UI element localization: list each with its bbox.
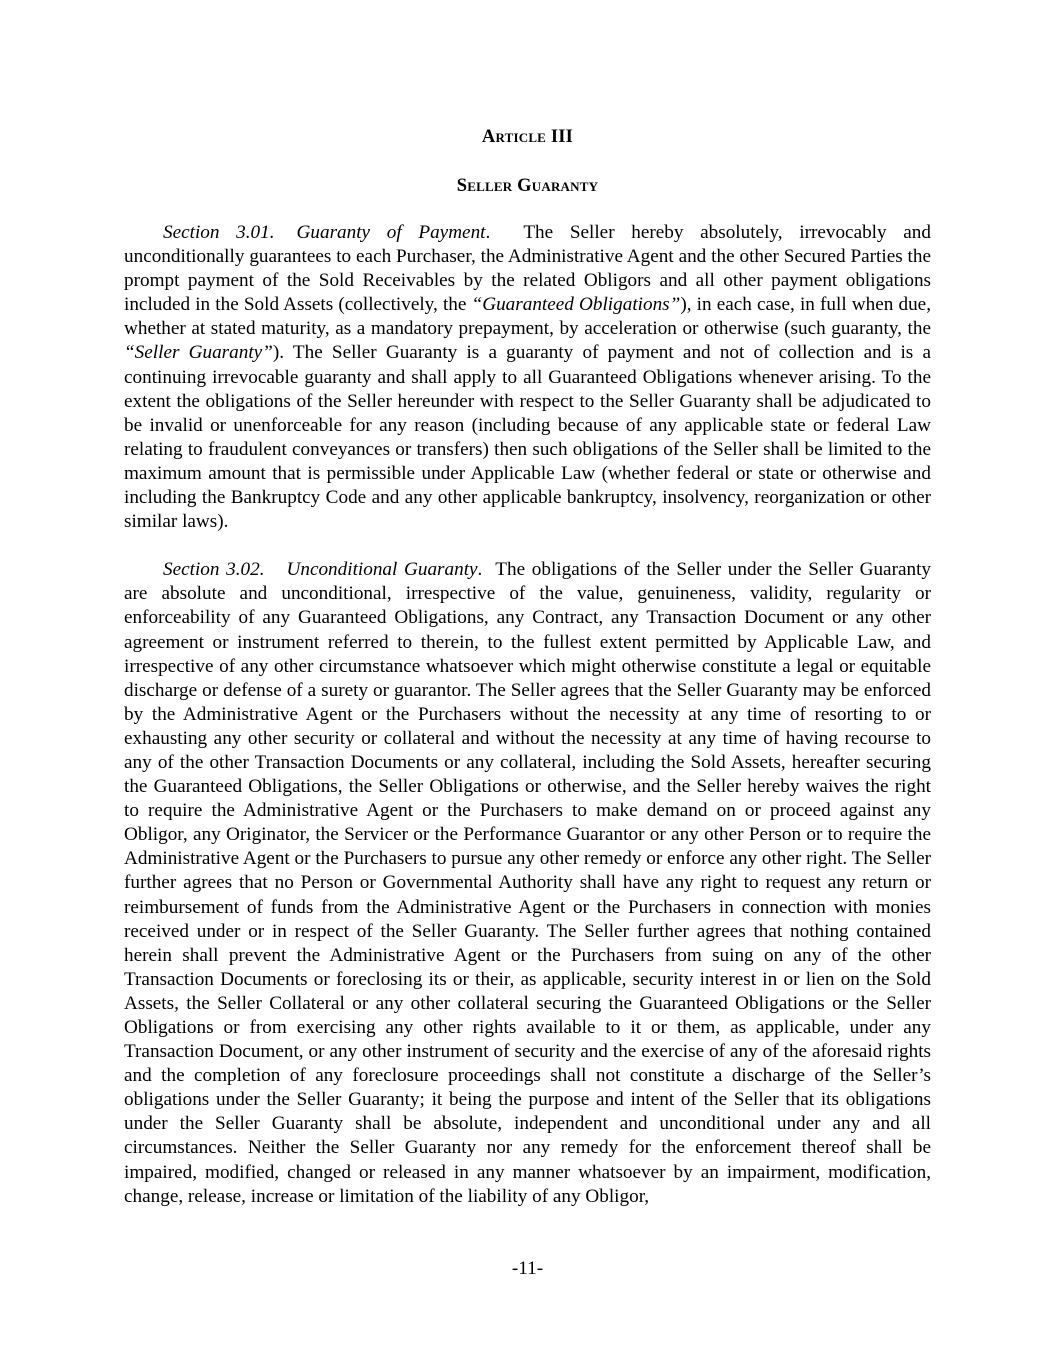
article-heading: Article III [481, 127, 574, 147]
section-heading-period: . [485, 222, 491, 243]
document-body [124, 221, 931, 1233]
section-number: Section 3.02. [163, 559, 265, 581]
section-heading-period: . [477, 559, 483, 581]
section-text: ), in each case, in full when due, whether at stated maturity, as a mandatory prepayment, by acceleration or otherwise (such guaranty, the [124, 294, 931, 340]
section-heading: Guaranty of Payment [296, 222, 486, 243]
section-text: ). The Seller Guaranty is a guaranty of payment and not of collection and is a continuing irrevocable guaranty and shall apply to all Guaranteed Obligations whenever arising. To the extent the obligations of the Seller hereunder with respect to the Seller Guaranty shall be adjudicated to be invalid or unenforceable for any reason (including because of any applicable state or federal Law relating to fraudulent conveyances or transfers) then such obligations of the Seller shall be limited to the maximum amount that is permissible under Applicable Law (whether federal or state or otherwise and including the Bankruptcy Code and any other applicable bankruptcy, insolvency, reorganization or other similar laws). [124, 342, 931, 533]
page-number: -11- [511, 1258, 544, 1279]
section-text: The obligations of the Seller under the Seller Guaranty are absolute and unconditional, irrespective of the value, genuineness, validity, regularity or enforceability of any Guaranteed Obligations, any Contract, any Transaction Document or any other agreement or instrument referred to therein, to the fullest extent permitted by Applicable Law, and irrespective of any other circumstance whatsoever which might otherwise constitute a legal or equitable discharge or defense of a surety or guarantor. The Seller agrees that the Seller Guaranty may be enforced by the Administrative Agent or the Purchasers without the necessity at any time of resorting to or exhausting any other security or collateral and without the necessity at any time of having recourse to any of the other Transaction Documents or any collateral, including the Sold Assets, hereafter securing the Guaranteed Obligations, the Seller Obligations or otherwise, and the Seller hereby waives the right to require the Administrative Agent or the Purchasers to make demand on or proceed against any Obligor, any Originator, the Servicer or the Performance Guarantor or any other Person or to require the Administrative Agent or the Purchasers to pursue any other remedy or enforce any other right. The Seller further agrees that no Person or Governmental Authority shall have any right to request any return or reimbursement of funds from the Administrative Agent or the Purchasers in connection with monies received under or in respect of the Seller Guaranty. The Seller further agrees that nothing contained herein shall prevent the Administrative Agent or the Purchasers from suing on any of the other Transaction Documents or foreclosing its or their, as applicable, security interest in or lien on the Sold Assets, the Seller Collateral or any other collateral securing the Guaranteed Obligations or the Seller Obligations or from exercising any other rights available to it or them, as applicable, under any Transaction Document, or any other instrument of security and the exercise of any of the aforesaid rights and the completion of any foreclosure proceedings shall not constitute a discharge of the Seller’s obligations under the Seller Guaranty; it being the purpose and intent of the Seller that its obligations under the Seller Guaranty shall be absolute, independent and unconditional under any and all circumstances. Neither the Seller Guaranty nor any remedy for the enforcement thereof shall be impaired, modified, changed or released in any manner whatsoever by an impairment, modification, change, release, increase or limitation of the liability of any Obligor, [124, 559, 932, 1207]
section-text: The Seller hereby absolutely, irrevocably and unconditionally guarantees to each Purchaser, the Administrative Agent and the other Secured Parties the prompt payment of the Sold Receivables by the related Obligors and all other payment obligations included in the Sold Assets (collectively, the [124, 222, 931, 316]
section-number: Section 3.01. [163, 222, 275, 243]
article-title: Seller Guaranty [456, 176, 599, 196]
section-3-01-paragraph [124, 221, 931, 534]
section-heading: Unconditional Guaranty [286, 559, 478, 581]
defined-term: “Seller Guaranty” [124, 342, 273, 364]
section-3-02-paragraph [124, 558, 931, 1209]
defined-term: “Guaranteed Obligations” [471, 294, 681, 316]
